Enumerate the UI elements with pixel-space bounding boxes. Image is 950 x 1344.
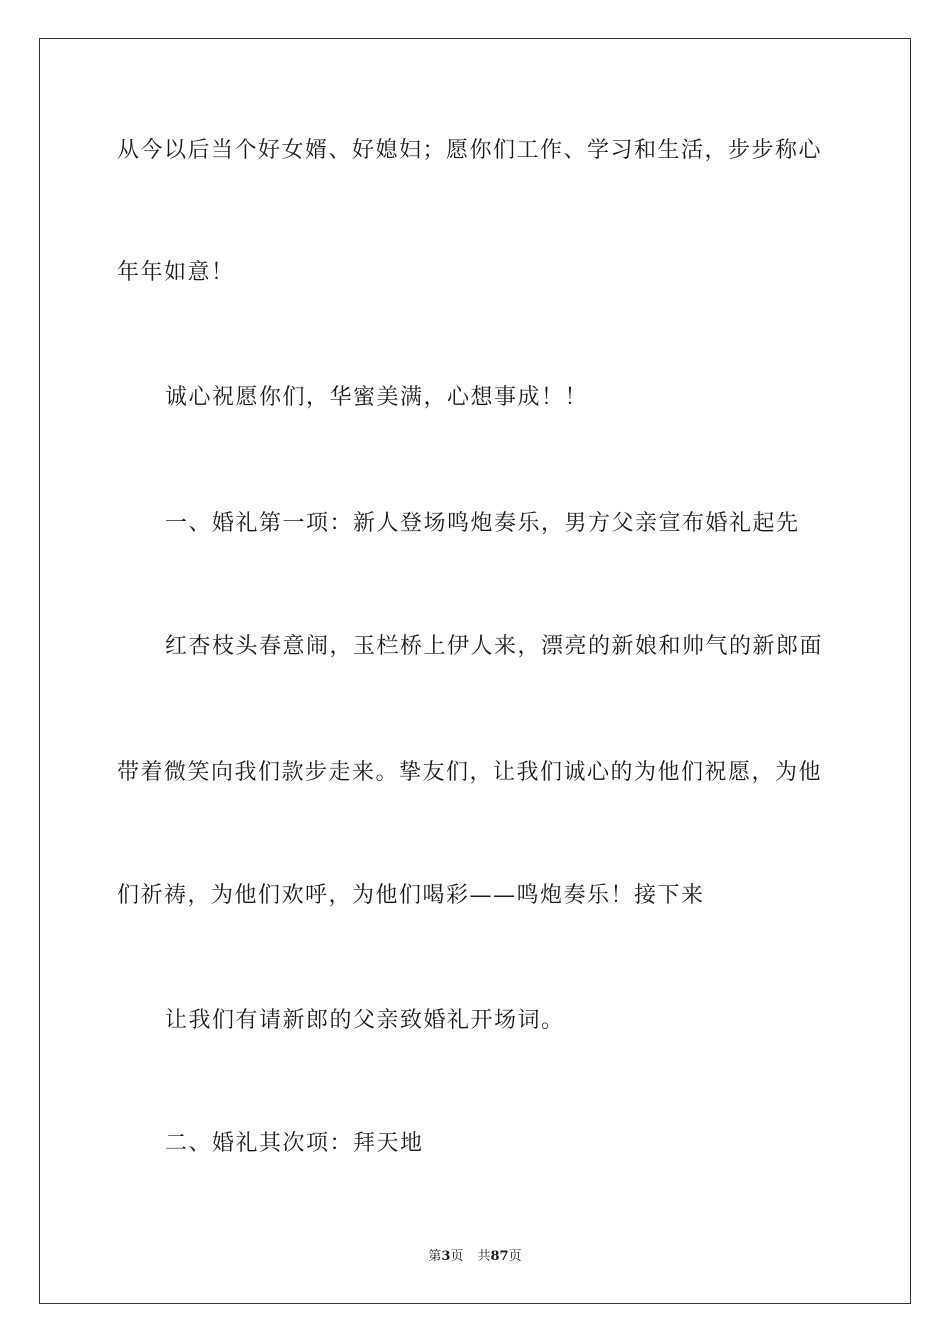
text-line: 诚心祝愿你们，华蜜美满，心想事成！！ [165, 385, 589, 410]
text-line: 带着微笑向我们款步走来。挚友们，让我们诚心的为他们祝愿，为他 [117, 760, 823, 785]
text-line: 从今以后当个好女婿、好媳妇；愿你们工作、学习和生活，步步称心 [117, 138, 823, 163]
page-border [39, 38, 911, 1304]
text-line: 让我们有请新郎的父亲致婚礼开场词。 [165, 1008, 565, 1033]
section-heading: 一、婚礼第一项：新人登场鸣炮奏乐，男方父亲宣布婚礼起先 [165, 511, 800, 536]
page-footer [0, 1247, 950, 1267]
text-line: 年年如意！ [117, 260, 235, 285]
total-prefix: 共 [477, 1249, 491, 1264]
page-prefix: 第 [428, 1249, 442, 1264]
total-suffix: 页 [508, 1249, 522, 1264]
text-line: 们祈祷，为他们欢呼，为他们喝彩——鸣炮奏乐！接下来 [117, 883, 705, 908]
page-suffix: 页 [450, 1249, 464, 1264]
total-pages: 87 [490, 1249, 509, 1264]
page-number: 3 [441, 1249, 451, 1264]
text-line: 红杏枝头春意闹，玉栏桥上伊人来，漂亮的新娘和帅气的新郎面 [165, 634, 824, 659]
section-heading: 二、婚礼其次项：拜天地 [165, 1131, 424, 1156]
